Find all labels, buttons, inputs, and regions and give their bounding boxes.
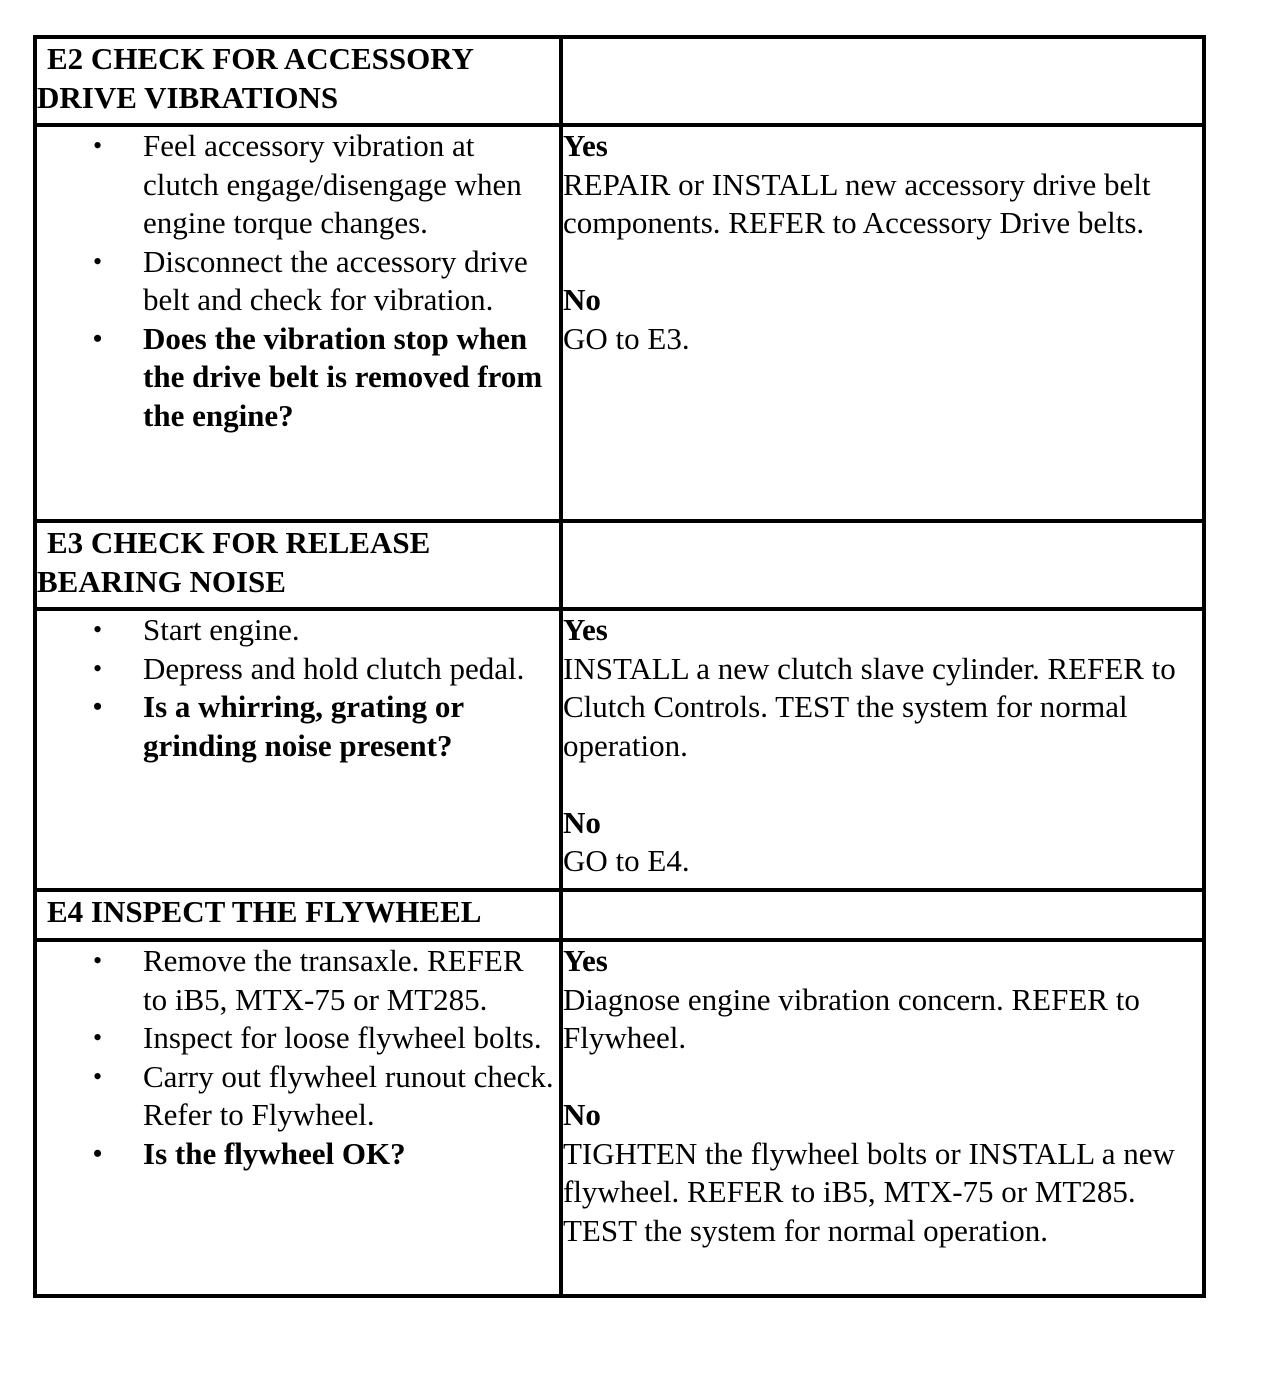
no-text: GO to E3. [563, 320, 690, 356]
step-question: • Is a whirring, grating or grinding noise present? [37, 688, 559, 765]
section-header-row [35, 890, 1204, 940]
yes-label: Yes [563, 943, 608, 978]
section-title-line: E4 INSPECT THE FLYWHEEL [47, 894, 482, 929]
step-item: • Start engine. [37, 611, 559, 650]
steps-list [37, 611, 559, 765]
steps-list [37, 127, 559, 435]
step-item: • Remove the transaxle. REFER to iB5, MTX-75 or MT285. [37, 942, 559, 1019]
steps-list [37, 942, 559, 1173]
yes-label: Yes [563, 128, 608, 163]
answers-cell [561, 940, 1204, 1296]
section-header-row [35, 37, 1204, 125]
yes-text: REPAIR or INSTALL new accessory drive belt components. REFER to Accessory Drive belts. [563, 166, 1151, 240]
section-body-row [35, 125, 1204, 521]
answers-cell [561, 609, 1204, 890]
section-header-blank [561, 37, 1204, 125]
yes-text: INSTALL a new clutch slave cylinder. REFER to Clutch Controls. TEST the system for normal operation. [563, 650, 1176, 763]
section-title-line: E2 CHECK FOR ACCESSORY [47, 41, 474, 76]
yes-text: Diagnose engine vibration concern. REFER to Flywheel. [563, 981, 1140, 1055]
no-text: TIGHTEN the flywheel bolts or INSTALL a new flywheel. REFER to iB5, MTX-75 or MT285. TEST the system for normal operation. [563, 1135, 1175, 1248]
no-text: GO to E4. [563, 843, 690, 878]
step-item: • Depress and hold clutch pedal. [37, 650, 559, 689]
step-question: • Is the flywheel OK? [37, 1135, 559, 1174]
section-title-line: BEARING NOISE [37, 564, 286, 599]
section-title-line: DRIVE VIBRATIONS [37, 80, 339, 115]
no-label: No [563, 804, 601, 840]
section-header-row [35, 521, 1204, 609]
section-title-line: E3 CHECK FOR RELEASE [47, 525, 431, 560]
section-title [35, 37, 561, 125]
section-body-row [35, 940, 1204, 1296]
step-item: • Disconnect the accessory drive belt and check for vibration. [37, 243, 559, 320]
answers-cell [561, 125, 1204, 521]
diagnostic-table [33, 35, 1206, 1298]
section-title [35, 890, 561, 940]
no-label: No [563, 282, 601, 317]
step-item: • Feel accessory vibration at clutch engage/disengage when engine torque changes. [37, 127, 559, 243]
section-header-blank [561, 890, 1204, 940]
step-question: • Does the vibration stop when the drive belt is removed from the engine? [37, 320, 559, 436]
step-item: • Inspect for loose flywheel bolts. [37, 1019, 559, 1058]
no-label: No [563, 1097, 601, 1132]
step-item: • Carry out flywheel runout check. Refer to Flywheel. [37, 1058, 559, 1135]
steps-cell [35, 609, 561, 890]
steps-cell [35, 125, 561, 521]
section-title [35, 521, 561, 609]
yes-label: Yes [563, 612, 608, 647]
steps-cell [35, 940, 561, 1296]
section-body-row [35, 609, 1204, 890]
section-header-blank [561, 521, 1204, 609]
